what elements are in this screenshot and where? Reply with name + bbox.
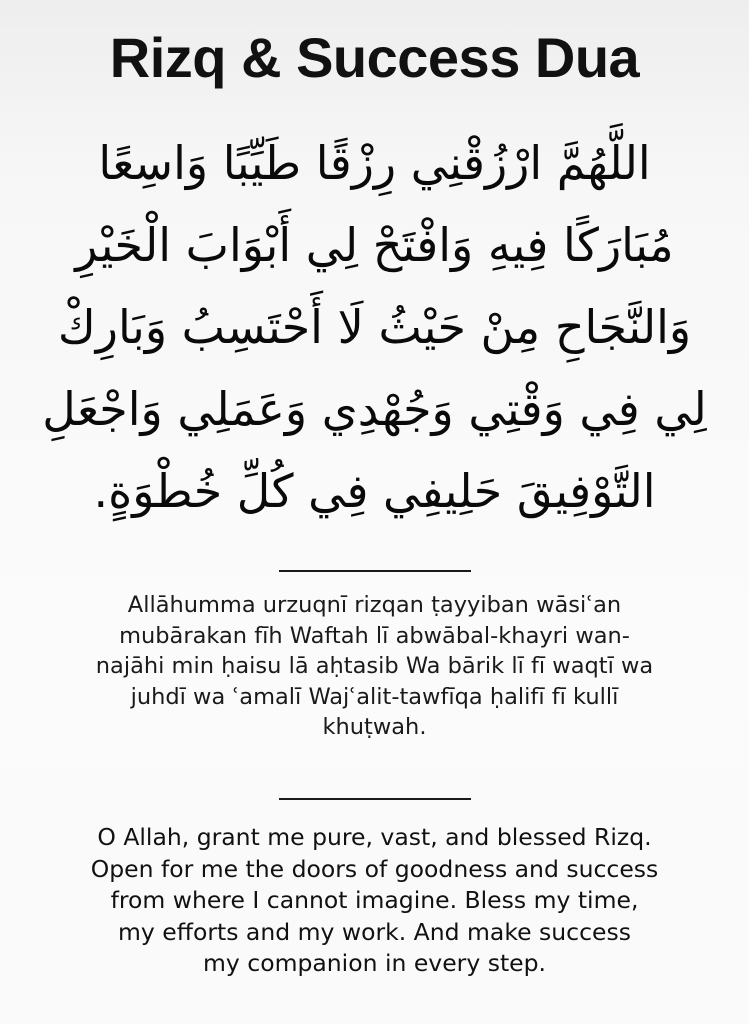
transliteration-line: khuṭwah. bbox=[322, 714, 427, 740]
transliteration-text bbox=[40, 590, 709, 743]
english-translation-text bbox=[30, 822, 719, 980]
translation-line: my efforts and my work. And make success bbox=[118, 917, 631, 946]
transliteration-line: mubārakan fīh Waftah lī abwābal-khayri wan- bbox=[119, 622, 630, 649]
translation-line: O Allah, grant me pure, vast, and blessed Rizq. bbox=[97, 823, 652, 851]
transliteration-line: Allāhumma urzuqnī rizqan ṭayyiban wāsiʿan bbox=[127, 592, 622, 618]
arabic-line: اللَّهُمَّ ارْزُقْنِي رِزْقًا طَيِّبًا وَاسِعًا bbox=[98, 136, 651, 190]
transliteration-line: juhdī wa ʿamalī Wajʿalit-tawfīqa ḥalifī fī kullī bbox=[130, 683, 619, 710]
arabic-line: لِي فِي وَقْتِي وَجُهْدِي وَعَمَلِي وَاجْعَلِ bbox=[42, 382, 707, 436]
transliteration-line: najāhi min ḥaisu lā aḥtasib Wa bārik lī fī waqtī wa bbox=[95, 653, 654, 679]
page-title: Rizq & Success Dua bbox=[109, 26, 640, 89]
translation-line: my companion in every step. bbox=[203, 949, 546, 977]
arabic-dua-text bbox=[30, 122, 719, 532]
section-divider bbox=[279, 798, 471, 800]
arabic-line: مُبَارَكًا فِيهِ وَافْتَحْ لِي أَبْوَابَ الْخَيْرِ bbox=[75, 218, 674, 272]
translation-line: Open for me the doors of goodness and success bbox=[90, 854, 659, 883]
arabic-line: وَالنَّجَاحِ مِنْ حَيْثُ لَا أَحْتَسِبُ وَبَارِكْ bbox=[57, 300, 692, 354]
translation-line: from where I cannot imagine. Bless my time, bbox=[110, 886, 639, 914]
arabic-line: التَّوْفِيقَ حَلِيفِي فِي كُلِّ خُطْوَةٍ. bbox=[93, 464, 656, 518]
section-divider bbox=[279, 570, 471, 572]
